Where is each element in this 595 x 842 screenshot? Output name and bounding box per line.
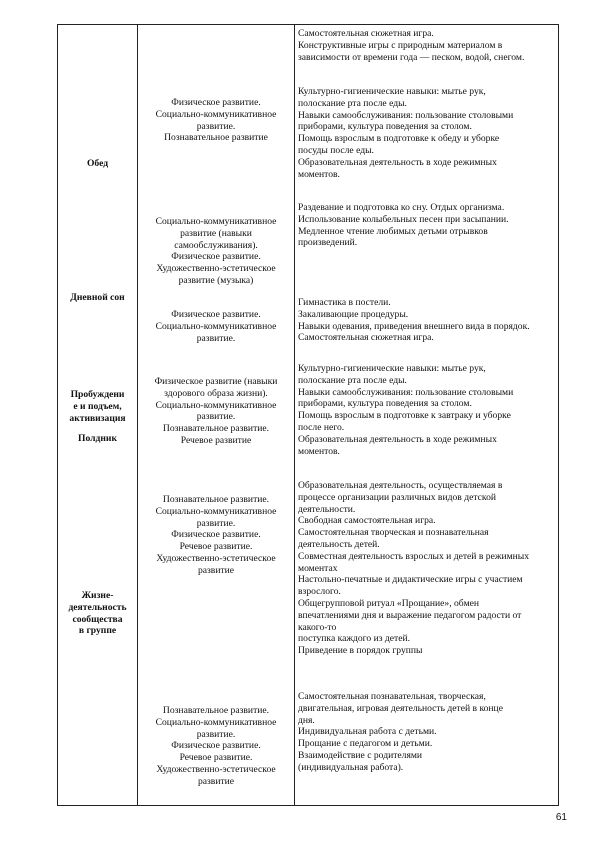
regime-poldnik: Полдник xyxy=(78,433,117,444)
regime-dnevnoy-son: Дневной сон xyxy=(70,292,125,303)
page-number: 61 xyxy=(555,812,567,823)
areas-block-1: Физическое развитие. Социально-коммуникативное развитие. Познавательное развитие xyxy=(155,97,277,144)
regime-obed: Обед xyxy=(86,158,109,169)
areas-block-2: Социально-коммуникативное развитие (навыки самообслуживания). Физическое развитие. Художественно-эстетическое развитие (музыка) xyxy=(155,216,277,286)
content-block-4: Культурно-гигиенические навыки: мытье рук, полоскание рта после еды. Навыки самообслуживания: пользование столовыми приборами, культура поведения за столом. Помощь взрослым в подготовке к завтраку и уборке после него. Образовательная деятельность в ходе режимных моментов. xyxy=(298,363,514,457)
content-block-3: Гимнастика в постели. Закаливающие процедуры. Навыки одевания, приведения внешнего вида в порядок. Самостоятельная сюжетная игра. xyxy=(298,297,530,344)
content-block-2: Раздевание и подготовка ко сну. Отдых организма. Использование колыбельных песен при засыпании. Медленное чтение любимых детьми отрывков произведений. xyxy=(298,202,509,249)
regime-zhiznedeyatelnost: Жизне- деятельность сообщества в группе xyxy=(68,590,127,637)
areas-block-4: Физическое развитие (навыки здорового образа жизни). Социально-коммуникативное развитие. Познавательное развитие. Речевое развитие xyxy=(154,376,278,446)
content-block-6: Самостоятельная познавательная, творческая, двигательная, игровая деятельность детей в конце дня. Индивидуальная работа с детьми. Прощание с педагогом и детьми. Взаимодействие с родителями (индивидуальная работа). xyxy=(298,691,503,773)
schedule-table xyxy=(57,24,559,806)
content-block-1: Культурно-гигиенические навыки: мытье рук, полоскание рта после еды. Навыки самообслуживания: пользование столовыми приборами, культура поведения за столом. Помощь взрослым в подготовке к обеду и уборке посуды после еды. Образовательная деятельность в ходе режимных моментов. xyxy=(298,86,514,180)
content-block-5: Образовательная деятельность, осуществляемая в процессе организации различных видов детской деятельности. Свободная самостоятельная игра. Самостоятельная творческая и познавательная деятельность детей. Совместная деятельность взрослых и детей в режимных моментах Настольно-печатные и дидактические игры с участием взрослого. Общегрупповой ритуал «Прощание», обмен впечатлениями дня и выражение педагогом радости от какого-то поступка каждого из детей. Приведение в порядок группы xyxy=(298,480,530,657)
column-divider-2 xyxy=(294,25,295,805)
areas-block-3: Физическое развитие. Социально-коммуникативное развитие. xyxy=(155,309,277,344)
areas-block-6: Познавательное развитие. Социально-коммуникативное развитие. Физическое развитие. Речевое развитие. Художественно-эстетическое развитие xyxy=(155,705,277,787)
areas-block-5: Познавательное развитие. Социально-коммуникативное развитие. Физическое развитие. Речевое развитие. Художественно-эстетическое развитие xyxy=(155,494,277,576)
regime-probuzhdenie: Пробуждени е и подъем, активизация xyxy=(69,389,126,424)
content-block-0: Самостоятельная сюжетная игра. Конструктивные игры с природным материалом в зависимости от времени года — песком, водой, снегом. xyxy=(298,28,525,63)
